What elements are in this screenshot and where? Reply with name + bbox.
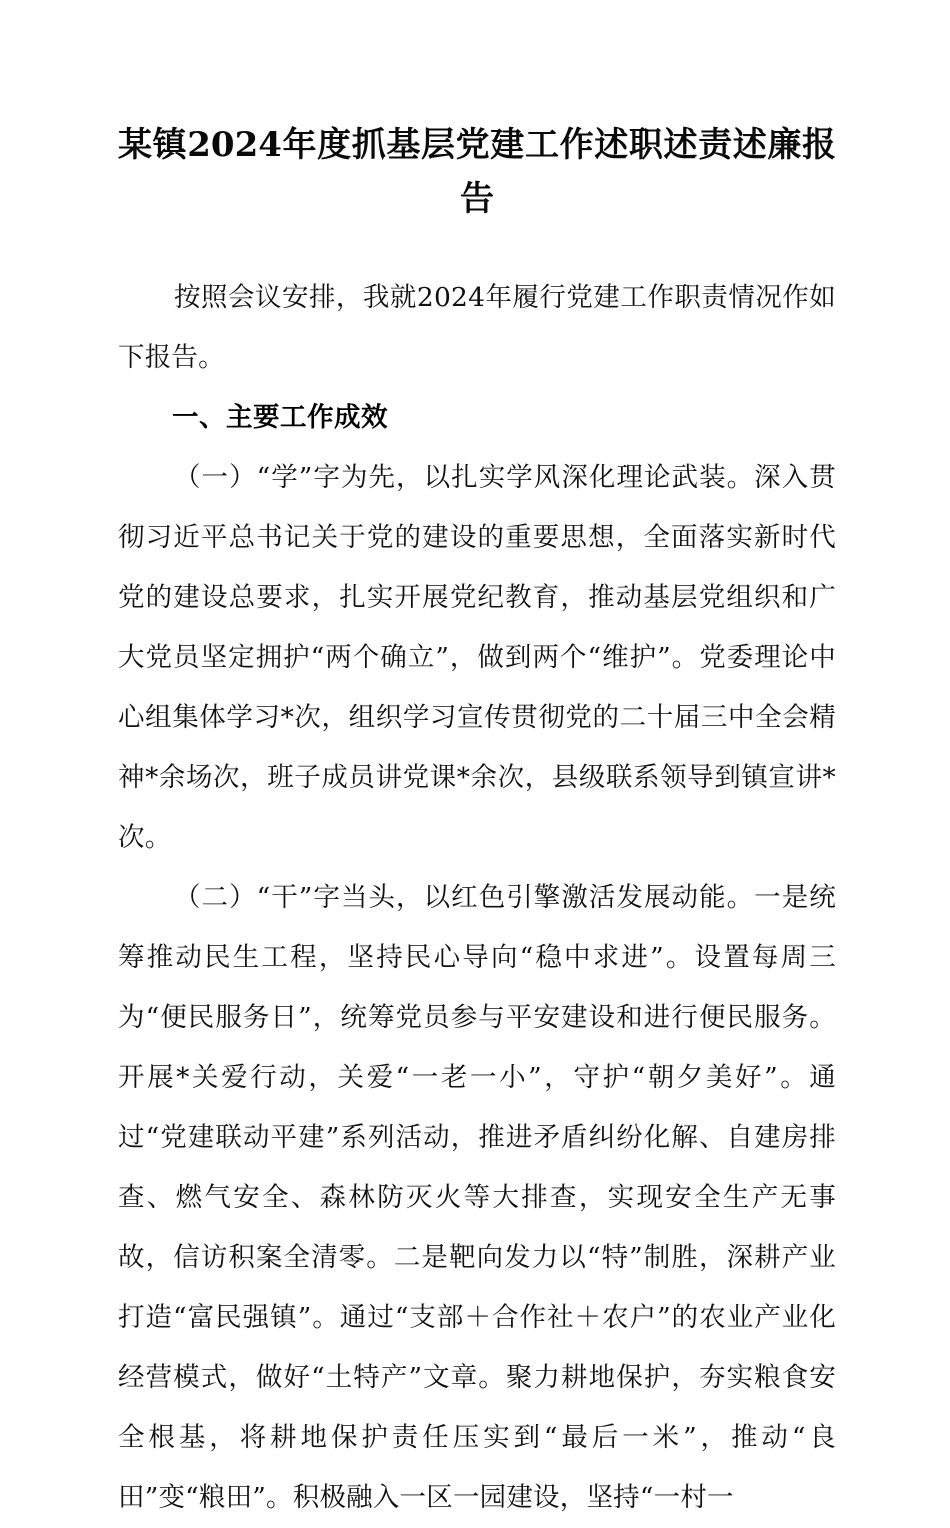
heading-main-achievements: 一、主要工作成效 <box>172 402 388 433</box>
paragraph-section-one: （一）“学”字为先，以扎实学风深化理论武装。深入贯彻习近平总书记关于党的建设的重要思想，全面落实新时代党的建设总要求，扎实开展党纪教育，推动基层党组织和广大党员坚定拥护“两个确立”，做到两个“维护”。党委理论中心组集体学习*次，组织学习宣传贯彻党的二十届三中全会精神*余场次，班子成员讲党课*余次，县级联系领导到镇宣讲*次。 <box>118 462 836 853</box>
opening-paragraph: 按照会议安排，我就2024年履行党建工作职责情况作如下报告。 <box>118 282 836 373</box>
paragraph-section-two: （二）“干”字当头，以红色引擎激活发展动能。一是统筹推动民生工程，坚持民心导向“稳中求进”。设置每周三为“便民服务日”，统筹党员参与平安建设和进行便民服务。开展*关爱行动，关爱“一老一小”，守护“朝夕美好”。通过“党建联动平建”系列活动，推进矛盾纠纷化解、自建房排查、燃气安全、森林防灭火等大排查，实现安全生产无事故，信访积案全清零。二是靶向发力以“特”制胜，深耕产业打造“富民强镇”。通过“支部＋合作社＋农户”的农业产业化经营模式，做好“土特产”文章。聚力耕地保护，夯实粮食安全根基，将耕地保护责任压实到“最后一米”，推动“良田”变“粮田”。积极融入一区一园建设，坚持“一村一 <box>118 882 836 1513</box>
page-title: 某镇2024年度抓基层党建工作述职述责述廉报告 <box>118 125 836 219</box>
document-content <box>118 118 836 1528</box>
